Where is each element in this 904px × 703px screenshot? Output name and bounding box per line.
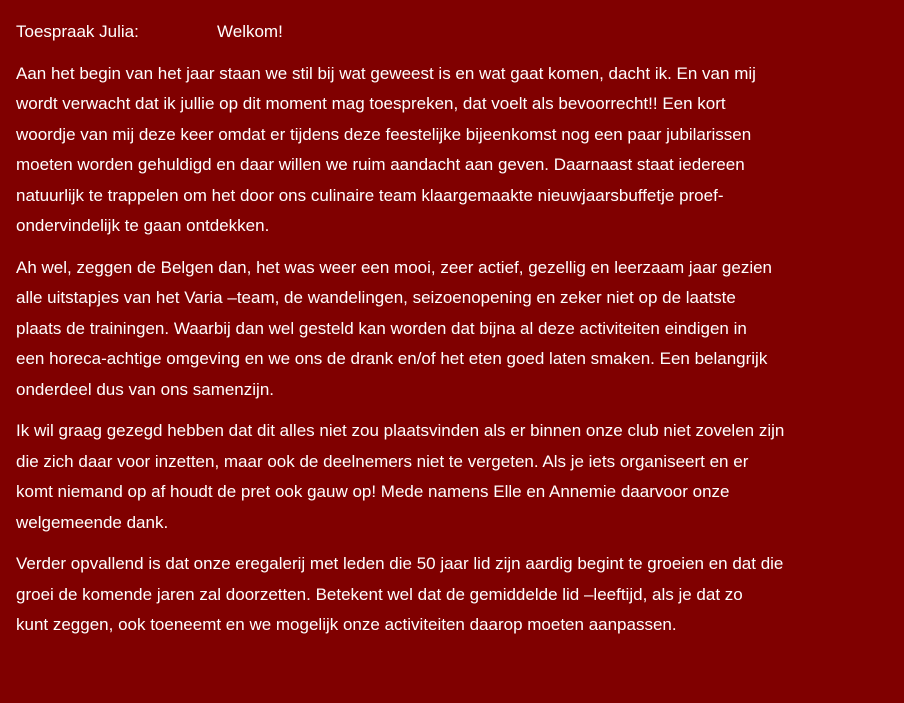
paragraph-line: Verder opvallend is dat onze eregalerij met leden die 50 jaar lid zijn aardig begint te groeien en dat die [16, 554, 784, 573]
paragraph-line: die zich daar voor inzetten, maar ook de deelnemers niet te vergeten. Als je iets organiseert en er [16, 451, 749, 471]
welcome-greeting: Welkom! [217, 22, 283, 41]
paragraph-members [16, 549, 886, 641]
paragraph-thanks [16, 416, 886, 538]
speech-title: Toespraak Julia: [16, 22, 139, 41]
paragraph-intro [16, 59, 886, 242]
paragraph-line: wordt verwacht dat ik jullie op dit moment mag toespreken, dat voelt als bevoorrecht!! Een kort [16, 94, 726, 113]
paragraph-line: een horeca-achtige omgeving en we ons de drank en/of het eten goed laten smaken. Een belangrijk [16, 349, 768, 368]
paragraph-line: welgemeende dank. [16, 512, 169, 532]
paragraph-line: woordje van mij deze keer omdat er tijdens deze feestelijke bijeenkomst nog een paar jubilarissen [16, 124, 752, 144]
heading-row [16, 17, 886, 48]
paragraph-line: plaats de trainingen. Waarbij dan wel gesteld kan worden dat bijna al deze activiteiten eindigen in [16, 318, 747, 338]
paragraph-line: kunt zeggen, ook toeneemt en we mogelijk onze activiteiten daarop moeten aanpassen. [16, 615, 677, 634]
paragraph-line: natuurlijk te trappelen om het door ons culinaire team klaargemaakte nieuwjaarsbuffetje proef- [16, 185, 724, 205]
paragraph-line: Ah wel, zeggen de Belgen dan, het was weer een mooi, zeer actief, gezellig en leerzaam jaar gezien [16, 257, 773, 277]
paragraph-line: alle uitstapjes van het Varia –team, de wandelingen, seizoenopening en zeker niet op de laatste [16, 288, 736, 307]
paragraph-line: ondervindelijk te gaan ontdekken. [16, 216, 270, 235]
paragraph-line: komt niemand op af houdt de pret ook gauw op! Mede namens Elle en Annemie daarvoor onze [16, 482, 730, 501]
paragraph-line: Aan het begin van het jaar staan we stil bij wat geweest is en wat gaat komen, dacht ik. En van mij [16, 63, 756, 83]
paragraph-line: groei de komende jaren zal doorzetten. Betekent wel dat de gemiddelde lid –leeftijd, als je dat zo [16, 584, 743, 604]
paragraph-line: moeten worden gehuldigd en daar willen we ruim aandacht aan geven. Daarnaast staat iedereen [16, 155, 745, 174]
paragraph-activities [16, 253, 886, 406]
paragraph-line: Ik wil graag gezegd hebben dat dit alles niet zou plaatsvinden als er binnen onze club niet zovelen zijn [16, 421, 785, 440]
paragraph-line: onderdeel dus van ons samenzijn. [16, 379, 274, 399]
